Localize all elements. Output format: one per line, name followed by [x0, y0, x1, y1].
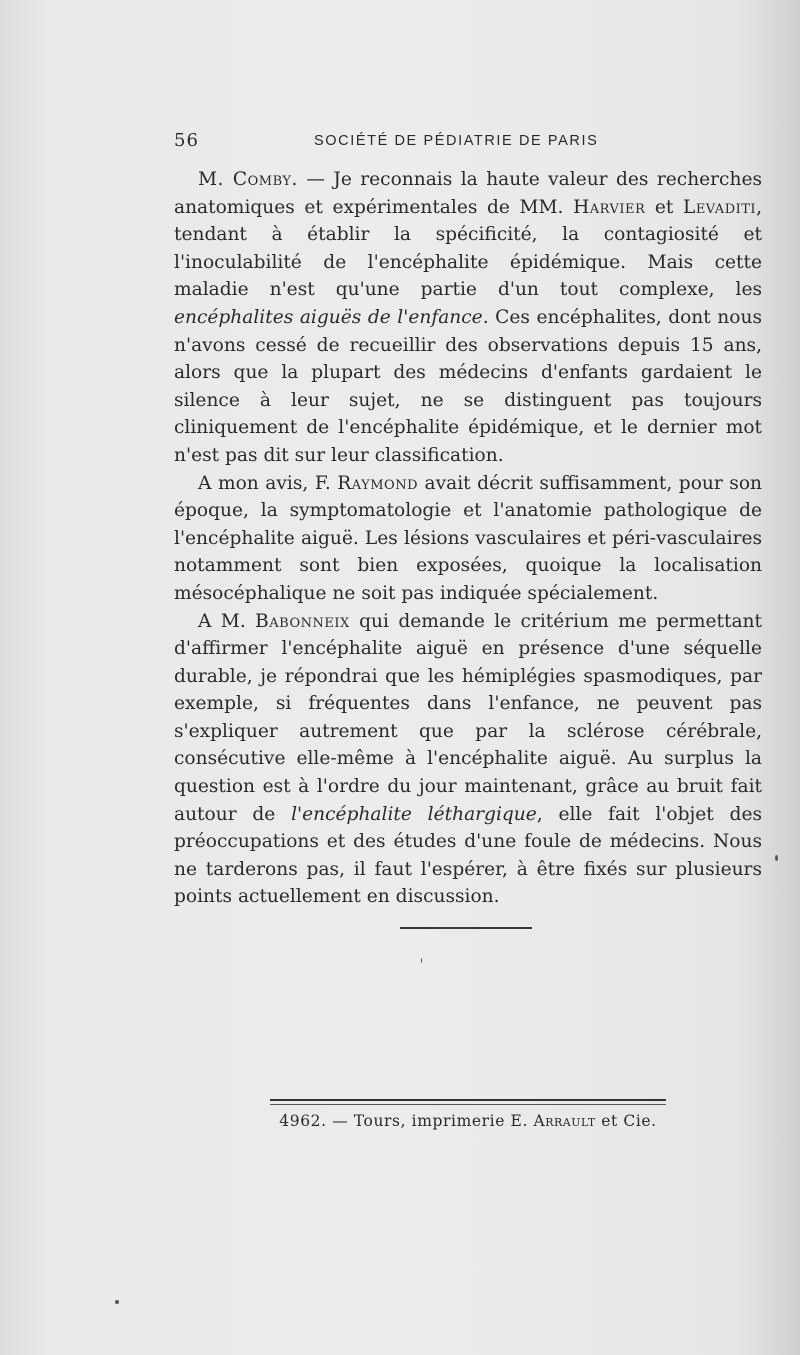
author-name: Harvier: [573, 196, 646, 218]
paper-speck: [115, 1300, 119, 1304]
printer-colophon: [270, 1112, 666, 1130]
paragraph-text: . Ces encéphalites, dont nous n'avons cessé de recueillir des observations depuis 15 ans, alors que la plupart des médecins d'enfants gardaient le silence à leur sujet, ne se distinguent pas toujours cliniquement de l'encéphalite épidémique, et le dernier mot n'est pas dit sur leur classification.: [174, 306, 762, 466]
author-name: Raymond: [337, 472, 418, 494]
colophon-rule-thin: [270, 1104, 666, 1105]
page-header: [174, 130, 762, 154]
paragraph-text: A mon avis, F.: [198, 472, 338, 494]
italic-term: l'encéphalite léthargique: [291, 803, 537, 825]
paragraph-babonneix: [174, 608, 762, 912]
italic-term: encéphalites aiguës de l'enfance: [174, 306, 483, 328]
page-number: 56: [174, 130, 199, 151]
speaker-name: M. Comby.: [198, 169, 298, 190]
paragraph-text: avait décrit suffisamment, pour son époque, la symptomatologie et l'anatomie pathologique de l'encéphalite aiguë. Les lésions vasculaires et péri-vasculaires notamment sont bien exposées, quoique la localisation mésocéphalique ne soit pas indiquée spécialement.: [174, 472, 762, 604]
colophon-suffix: et Cie.: [595, 1112, 657, 1130]
printer-name: Arrault: [533, 1112, 596, 1130]
paragraph-text: , elle fait l'objet des préoccupations et des études d'une foule de médecins. Nous ne tarderons pas, il faut l'espérer, à être fixés sur plusieurs points actuellement en discussion.: [174, 803, 762, 908]
running-head: SOCIÉTÉ DE PÉDIATRIE DE PARIS: [314, 133, 599, 149]
body-text: [174, 166, 762, 911]
author-name: Levaditi: [682, 196, 757, 218]
paragraph-text: qui demande le critérium me permettant d'affirmer l'encéphalite aiguë en présence d'une séquelle durable, je répondrai que les hémiplégies spasmodiques, par exemple, si fréquentes dans l'enfance, ne peuvent pas s'expliquer autrement que par la sclérose cérébrale, consécutive elle-même à l'encéphalite aiguë. Au surplus la question est à l'ordre du jour maintenant, grâce au bruit fait autour de: [174, 610, 762, 825]
paragraph-text: , tendant à établir la spécificité, la contagiosité et l'inoculabilité de l'encéphalite épidémique. Mais cette maladie n'est qu'une partie d'un tout complexe, les: [174, 196, 762, 301]
colophon-rule: [270, 1099, 666, 1101]
paragraph-raymond: [174, 470, 762, 608]
paragraph-text: — Je reconnais la haute valeur des recherches anatomiques et expérimentales de MM.: [174, 169, 762, 218]
colophon-text: 4962. — Tours, imprimerie E.: [279, 1112, 534, 1130]
section-rule: [400, 927, 532, 929]
author-name: Babonneix: [255, 610, 350, 632]
paragraph-text: et: [645, 196, 683, 218]
paper-speck: [421, 958, 422, 963]
paragraph-text: A M.: [198, 610, 256, 632]
paper-speck: [775, 855, 778, 861]
paragraph-comby: [174, 166, 762, 470]
